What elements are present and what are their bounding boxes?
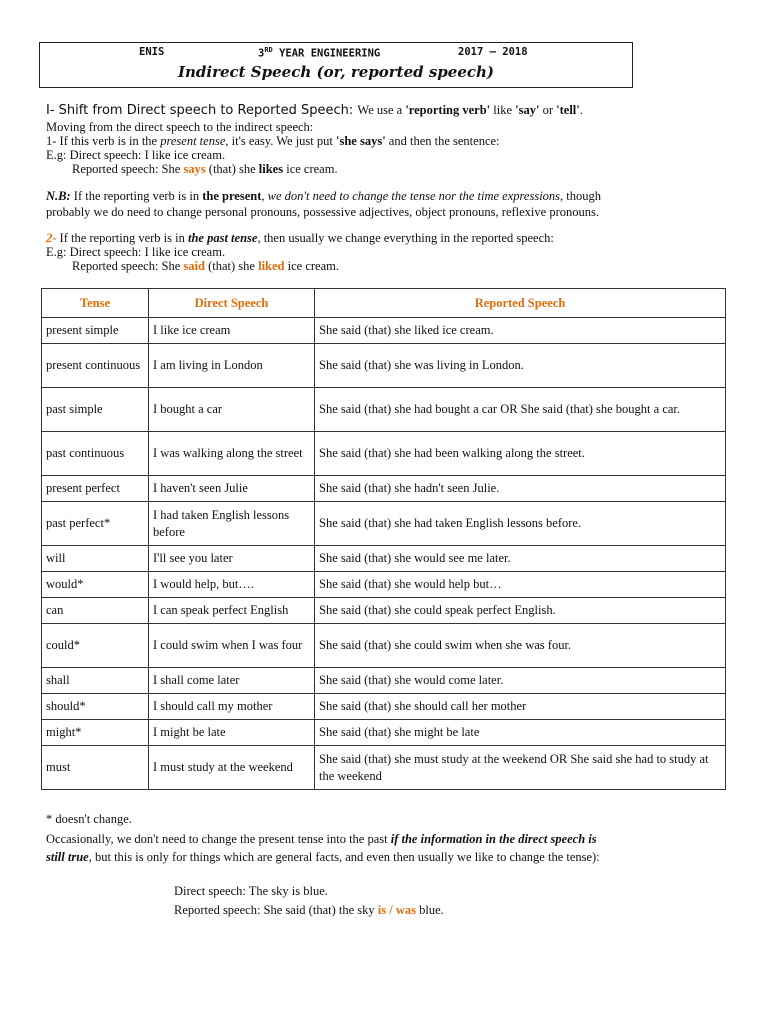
reported-cell: She said (that) she would see me later.	[315, 546, 726, 572]
reported-cell: She said (that) she could swim when she was four.	[315, 624, 726, 668]
tense-table	[41, 288, 726, 790]
direct-cell: I like ice cream	[149, 318, 315, 344]
table-row	[42, 318, 726, 344]
reported-cell: She said (that) she had been walking along the street.	[315, 432, 726, 476]
tense-cell: will	[42, 546, 149, 572]
header-tense: Tense	[42, 289, 149, 318]
table-row	[42, 476, 726, 502]
table-row	[42, 344, 726, 388]
tense-cell: shall	[42, 668, 149, 694]
table-row	[42, 720, 726, 746]
reported-cell: She said (that) she must study at the weekend OR She said she had to study at the weekend	[315, 746, 726, 790]
example1-direct: E.g: Direct speech: I like ice cream.	[46, 148, 226, 162]
example1-reported: Reported speech: She says (that) she likes ice cream.	[72, 162, 338, 176]
table-row	[42, 668, 726, 694]
school-name: ENIS	[139, 46, 165, 58]
tense-cell: present perfect	[42, 476, 149, 502]
tense-cell: past perfect*	[42, 502, 149, 546]
direct-cell: I could swim when I was four	[149, 624, 315, 668]
table-row	[42, 694, 726, 720]
example3-direct: Direct speech: The sky is blue.	[174, 884, 328, 898]
reported-cell: She said (that) she might be late	[315, 720, 726, 746]
document-title: Indirect Speech (or, reported speech)	[177, 63, 495, 81]
tense-cell: could*	[42, 624, 149, 668]
reported-cell: She said (that) she was living in London.	[315, 344, 726, 388]
tense-cell: might*	[42, 720, 149, 746]
direct-cell: I bought a car	[149, 388, 315, 432]
reported-cell: She said (that) she would come later.	[315, 668, 726, 694]
direct-cell: I am living in London	[149, 344, 315, 388]
academic-year: 2017 – 2018	[458, 46, 528, 58]
direct-cell: I'll see you later	[149, 546, 315, 572]
section2-heading: 2- If the reporting verb is in the past tense, then usually we change everything in the reported speech:	[46, 231, 554, 245]
direct-cell: I can speak perfect English	[149, 598, 315, 624]
tense-cell: past simple	[42, 388, 149, 432]
reported-cell: She said (that) she should call her mother	[315, 694, 726, 720]
table-row	[42, 432, 726, 476]
table-row	[42, 598, 726, 624]
direct-cell: I would help, but….	[149, 572, 315, 598]
tense-cell: would*	[42, 572, 149, 598]
header-direct-speech: Direct Speech	[149, 289, 315, 318]
occasionally-line1: Occasionally, we don't need to change the present tense into the past if the information in the direct speech is	[46, 832, 597, 846]
reported-cell: She said (that) she had bought a car OR She said (that) she bought a car.	[315, 388, 726, 432]
header-reported-speech: Reported Speech	[315, 289, 726, 318]
year-label: 3RD YEAR ENGINEERING	[258, 46, 381, 60]
direct-cell: I might be late	[149, 720, 315, 746]
moving-text: Moving from the direct speech to the indirect speech:	[46, 120, 314, 134]
header-box	[39, 42, 633, 88]
point1-text: 1- If this verb is in the present tense, it's easy. We just put 'she says' and then the sentence:	[46, 134, 500, 148]
table-row	[42, 746, 726, 790]
direct-cell: I haven't seen Julie	[149, 476, 315, 502]
occasionally-line2: still true, but this is only for things which are general facts, and even then usually we like to change the tense):	[46, 850, 600, 864]
tense-cell: present continuous	[42, 344, 149, 388]
direct-cell: I had taken English lessons before	[149, 502, 315, 546]
example2-reported: Reported speech: She said (that) she liked ice cream.	[72, 259, 339, 273]
example2-direct: E.g: Direct speech: I like ice cream.	[46, 245, 226, 259]
reported-cell: She said (that) she liked ice cream.	[315, 318, 726, 344]
tense-cell: should*	[42, 694, 149, 720]
direct-cell: I must study at the weekend	[149, 746, 315, 790]
table-row	[42, 546, 726, 572]
nb-line1: N.B: If the reporting verb is in the present, we don't need to change the tense nor the time expressions, though	[46, 189, 602, 203]
nb-line2: probably we do need to change personal pronouns, possessive adjectives, object pronouns, reflexive pronouns.	[46, 205, 599, 219]
reported-cell: She said (that) she would help but…	[315, 572, 726, 598]
reported-cell: She said (that) she could speak perfect English.	[315, 598, 726, 624]
reported-cell: She said (that) she had taken English lessons before.	[315, 502, 726, 546]
footnote: * doesn't change.	[46, 812, 132, 826]
example3-reported: Reported speech: She said (that) the sky is / was blue.	[174, 903, 444, 917]
section1-heading: I- Shift from Direct speech to Reported Speech: We use a 'reporting verb' like 'say' or 'tell'.	[46, 103, 583, 118]
table-row	[42, 502, 726, 546]
table-header-row	[42, 289, 726, 318]
direct-cell: I shall come later	[149, 668, 315, 694]
tense-cell: can	[42, 598, 149, 624]
tense-cell: past continuous	[42, 432, 149, 476]
direct-cell: I should call my mother	[149, 694, 315, 720]
direct-cell: I was walking along the street	[149, 432, 315, 476]
tense-cell: must	[42, 746, 149, 790]
tense-cell: present simple	[42, 318, 149, 344]
reported-cell: She said (that) she hadn't seen Julie.	[315, 476, 726, 502]
table-row	[42, 388, 726, 432]
table-row	[42, 624, 726, 668]
table-row	[42, 572, 726, 598]
